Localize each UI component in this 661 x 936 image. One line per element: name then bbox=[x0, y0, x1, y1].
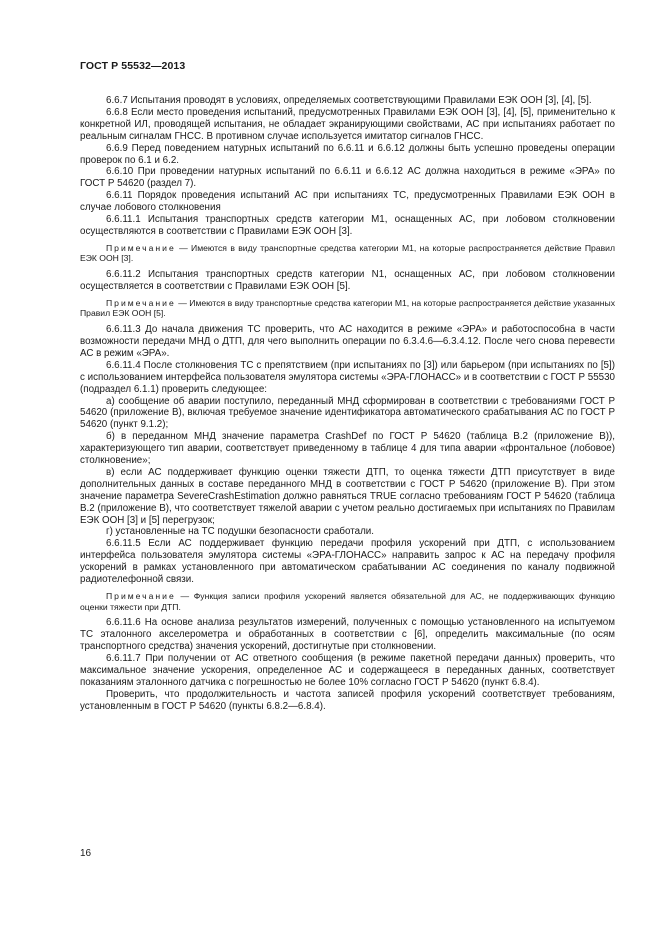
paragraph: 6.6.10 При проведении натурных испытаний по 6.6.11 и 6.6.12 АС должна находиться в режиме «ЭРА» по ГОСТ Р 54620 (раздел 7). bbox=[80, 166, 615, 190]
paragraph: 6.6.11.2 Испытания транспортных средств категории N1, оснащенных АС, при лобовом столкновении осуществляется в соответствии с Правилами ЕЭК ООН [5]. bbox=[80, 269, 615, 292]
list-item: г) установленные на ТС подушки безопасности сработали. bbox=[106, 526, 374, 538]
note-text: — Функция записи профиля ускорений является обязательной для АС, не поддерживающих функцию оценки тяжести при ДТП. bbox=[80, 591, 615, 612]
note-label: Примечание bbox=[106, 242, 176, 253]
page-number: 16 bbox=[80, 848, 92, 859]
paragraph: 6.6.11.7 При получении от АС ответного сообщения (в режиме пакетной передачи данных) проверить, что максимальное значение ускорения, определенное АС и содержащееся в переданных данных, соответствует показаниям эталонного датчика с погрешностью не более 10% согласно ГОСТ Р 54620 (пункт 6.8.4). bbox=[80, 652, 615, 688]
note-label: Примечание bbox=[106, 297, 176, 308]
paragraph: Проверить, что продолжительность и частота записей профиля ускорений соответствует требованиям, установленным в ГОСТ Р 54620 (пункты 6.8.2—6.8.4). bbox=[80, 688, 615, 712]
paragraph: 6.6.11 Порядок проведения испытаний АС при испытаниях ТС, предусмотренных Правилами ЕЭК ООН в случае лобового столкновения bbox=[80, 190, 615, 214]
note-label: Примечание bbox=[106, 591, 176, 601]
document-header: ГОСТ Р 55532—2013 bbox=[80, 60, 186, 72]
list-item: а) сообщение об аварии поступило, переданный МНД сформирован в соответствии с требованиями ГОСТ Р 54620 (приложение В), включая требуемое значение идентификатора автоматического срабатывания АС по ГОСТ Р 54620 (пункт 9.1.2); bbox=[80, 395, 615, 431]
paragraph: 6.6.8 Если место проведения испытаний, предусмотренных Правилами ЕЭК ООН [3], [4], [5], применительно к конкретной ИЛ, проводящей испытания, не обладает экранирующими свойствами, АС при испытаниях работает по реальным сигналам ГНСС. В противном случае используется имитатор сигналов ГНСС. bbox=[80, 106, 615, 142]
document-body bbox=[80, 95, 615, 712]
note-text: — Имеются в виду транспортные средства категории М1, на которые распространяется действие указанных Правил ЕЭК ООН [5]. bbox=[80, 297, 615, 319]
note bbox=[80, 298, 615, 319]
paragraph: 6.6.9 Перед поведением натурных испытаний по 6.6.11 и 6.6.12 должны быть успешно проведены операции проверок по 6.1 и 6.2. bbox=[80, 142, 615, 166]
paragraph: 6.6.11.5 Если АС поддерживает функцию передачи профиля ускорений при ДТП, с использованием интерфейса пользователя эмулятора системы «ЭРА-ГЛОНАСС» направить запрос к АС на передачу профиля ускорений в рамках установленного при автоматическом срабатывании АС соединения по каналу подвижной радиотелефонной связи. bbox=[80, 538, 615, 586]
paragraph: 6.6.11.1 Испытания транспортных средств категории М1, оснащенных АС, при лобовом столкновении осуществляются в соответствии с Правилами ЕЭК ООН [3]. bbox=[80, 214, 615, 237]
paragraph: 6.6.11.3 До начала движения ТС проверить, что АС находится в режиме «ЭРА» и работоспособна в части возможности передачи МНД о ДТП, для чего выполнить операции по 6.3.4.6—6.3.4.12. После чего снова перевести АС в режим «ЭРА». bbox=[80, 324, 615, 359]
list-item: в) если АС поддерживает функцию оценки тяжести ДТП, то оценка тяжести ДТП присутствует в виде дополнительных данных в составе переданного МНД в соответствии с ГОСТ Р 54620 (приложение В). При этом значение параметра SevereCrashEstimation должно равняться TRUE согласно требованиям ГОСТ Р 54620 (таблица В.2 (приложение В), что соответствует тяжелой аварии с учетом реально достигаемых при испытаниях по Правилам ЕЭК ООН [3] и [5] перегрузок; bbox=[80, 466, 615, 526]
paragraph: 6.6.11.6 На основе анализа результатов измерений, полученных с помощью установленного на испытуемом ТС эталонного акселерометра и обработанных в соответствии с [6], определить максимальные (по осям транспортного средства) значения ускорений, достигнутые при столкновении. bbox=[80, 617, 615, 652]
list-item: б) в переданном МНД значение параметра CrashDef по ГОСТ Р 54620 (таблица В.2 (приложение В)), характеризующего тип аварии, соответствует приведенному в таблице 4 для типа аварии «фронтальное (лобовое) столкновение»; bbox=[80, 431, 615, 467]
note bbox=[80, 243, 615, 264]
note-text: — Имеются в виду транспортные средства категории М1, на которые распространяется действие Правил ЕЭК ООН [3]. bbox=[80, 242, 615, 264]
note bbox=[80, 591, 615, 612]
paragraph: 6.6.7 Испытания проводят в условиях, определяемых соответствующими Правилами ЕЭК ООН [3], [4], [5]. bbox=[106, 95, 592, 106]
paragraph: 6.6.11.4 После столкновения ТС с препятствием (при испытаниях по [3]) или барьером (при испытаниях по [5]) с использованием интерфейса пользователя эмулятора системы «ЭРА-ГЛОНАСС» и в соответствии с ГОСТ Р 55530 (подраздел 6.1.1) проверить следующее: bbox=[80, 359, 615, 395]
